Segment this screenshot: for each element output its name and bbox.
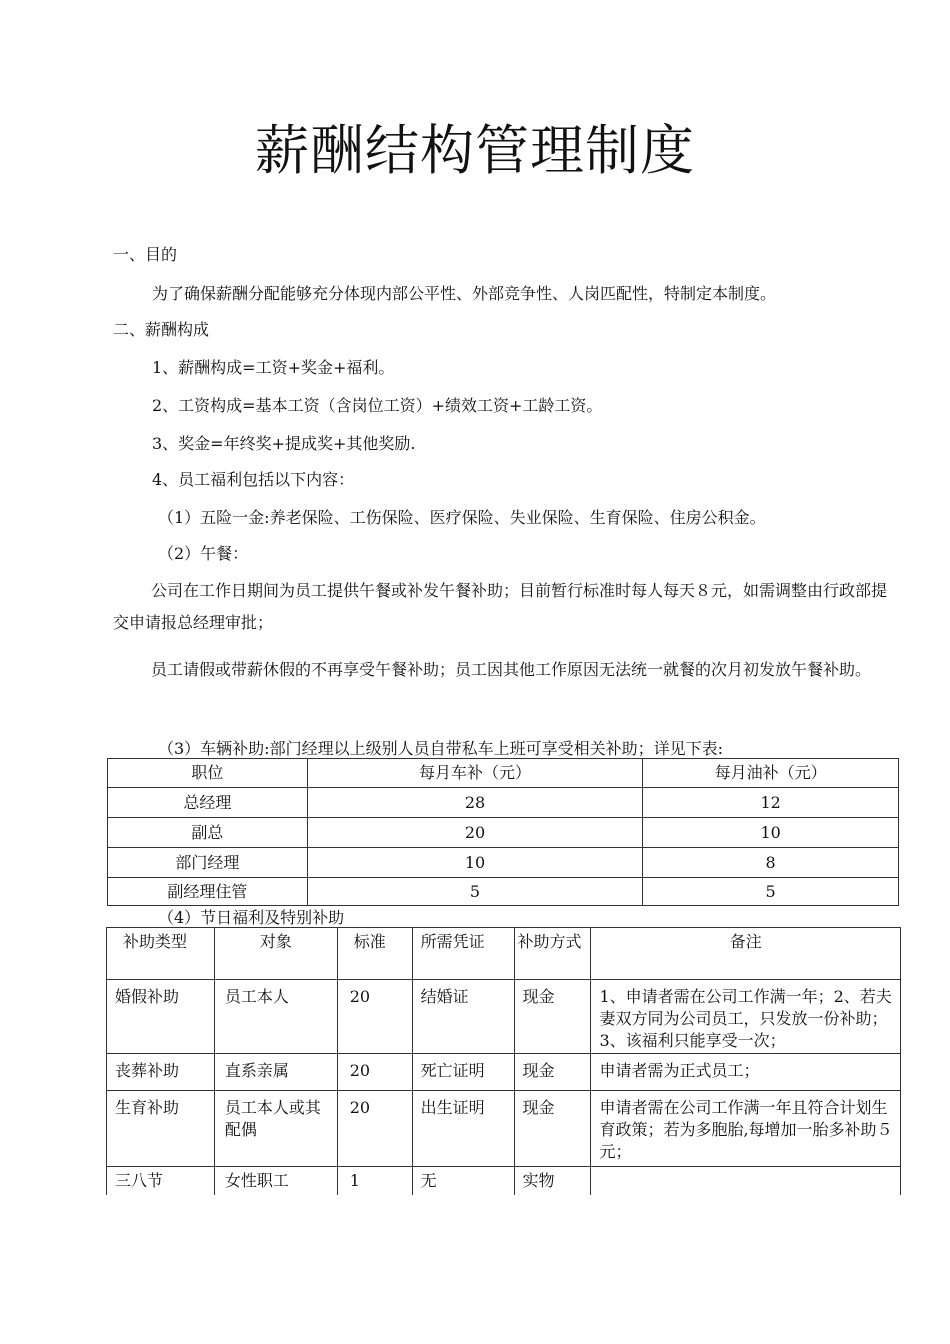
- purpose-text: 为了确保薪酬分配能够充分体现内部公平性、外部竞争性、人岗匹配性，特制定本制度。: [152, 284, 777, 303]
- table-row: [107, 1091, 901, 1167]
- table-cell: 无: [412, 1167, 514, 1195]
- lunch-paragraph-2: 员工请假或带薪休假的不再享受午餐补助；员工因其他工作原因无法统一就餐的次月初发放午餐补助。: [151, 660, 872, 679]
- table-cell: 1、申请者需在公司工作满一年；2、若夫妻双方同为公司员工，只发放一份补助；3、该福利只能享受一次；: [591, 980, 901, 1054]
- table-row: [108, 878, 899, 906]
- table-row: [107, 1167, 901, 1195]
- table-cell: 婚假补助: [107, 980, 215, 1054]
- table-row: [107, 1054, 901, 1091]
- table-header-cell: 每月车补（元）: [307, 759, 643, 788]
- table-cell: 员工本人或其配偶: [214, 1091, 337, 1167]
- table-cell: 部门经理: [108, 848, 308, 878]
- table-cell: 副总: [108, 818, 308, 848]
- table-header-cell: 补助类型: [107, 928, 215, 980]
- table-cell: 20: [337, 980, 412, 1054]
- composition-item-1: 1、薪酬构成=工资+奖金+福利。: [152, 358, 395, 377]
- table-cell: 8: [643, 848, 899, 878]
- composition-item-2: 2、工资构成=基本工资（含岗位工资）+绩效工资+工龄工资。: [152, 396, 603, 415]
- table-cell: 生育补助: [107, 1091, 215, 1167]
- table-cell: 申请者需在公司工作满一年且符合计划生育政策；若为多胞胎,每增加一胎多补助５元；: [591, 1091, 901, 1167]
- table-cell: 20: [337, 1054, 412, 1091]
- table-cell: 出生证明: [412, 1091, 514, 1167]
- table-cell: 实物: [514, 1167, 591, 1195]
- section-heading-composition: 二、薪酬构成: [113, 320, 210, 339]
- table-cell: 总经理: [108, 788, 308, 818]
- table-cell: 20: [337, 1091, 412, 1167]
- section-heading-purpose: 一、目的: [113, 245, 178, 264]
- table-cell: 10: [307, 848, 643, 878]
- table-cell: 直系亲属: [214, 1054, 337, 1091]
- table-cell: 员工本人: [214, 980, 337, 1054]
- vehicle-subsidy-table: [107, 758, 899, 906]
- holiday-benefit-table: [106, 927, 901, 1195]
- table-header-cell: 每月油补（元）: [643, 759, 899, 788]
- table-header-cell: 备注: [591, 928, 901, 980]
- benefit-sub-1: （1）五险一金:养老保险、工伤保险、医疗保险、失业保险、生育保险、住房公积金。: [158, 508, 766, 527]
- lunch-paragraph-1: 公司在工作日期间为员工提供午餐或补发午餐补助；目前暂行标准时每人每天８元，如需调整由行政部提交申请报总经理审批；: [113, 581, 888, 632]
- table-cell: 申请者需为正式员工；: [591, 1054, 901, 1091]
- document-title: 薪酬结构管理制度: [255, 119, 695, 182]
- table-cell: 副经理住管: [108, 878, 308, 906]
- table-cell: 女性职工: [214, 1167, 337, 1195]
- composition-item-4: 4、员工福利包括以下内容：: [152, 470, 355, 489]
- table-cell: 丧葬补助: [107, 1054, 215, 1091]
- table-cell: 结婚证: [412, 980, 514, 1054]
- table-cell: 1: [337, 1167, 412, 1195]
- benefit-sub-2: （2）午餐：: [158, 544, 249, 563]
- table-cell: 现金: [514, 1054, 591, 1091]
- table-cell: 死亡证明: [412, 1054, 514, 1091]
- table-cell: 现金: [514, 1091, 591, 1167]
- table-header-cell: 对象: [214, 928, 337, 980]
- table-cell: 5: [307, 878, 643, 906]
- table-header-row: [107, 928, 901, 980]
- composition-item-3: 3、奖金=年终奖+提成奖+其他奖励.: [152, 434, 416, 453]
- table-cell: 5: [643, 878, 899, 906]
- table-cell: 现金: [514, 980, 591, 1054]
- table-row: [108, 818, 899, 848]
- table-cell: 10: [643, 818, 899, 848]
- table-cell: 28: [307, 788, 643, 818]
- table-header-cell: 标准: [337, 928, 412, 980]
- table-row: [108, 848, 899, 878]
- table-header-cell: 所需凭证: [412, 928, 514, 980]
- table-cell: 三八节: [107, 1167, 215, 1195]
- table-cell: [591, 1167, 901, 1195]
- table-header-row: [108, 759, 899, 788]
- table-cell: 12: [643, 788, 899, 818]
- table-header-cell: 补助方式: [514, 928, 591, 980]
- benefit-sub-3: （3）车辆补助:部门经理以上级别人员自带私车上班可享受相关补助；详见下表:: [158, 739, 723, 758]
- table-cell: 20: [307, 818, 643, 848]
- table-header-cell: 职位: [108, 759, 308, 788]
- benefit-sub-4: （4）节日福利及特别补助: [158, 908, 345, 927]
- table-row: [108, 788, 899, 818]
- table-row: [107, 980, 901, 1054]
